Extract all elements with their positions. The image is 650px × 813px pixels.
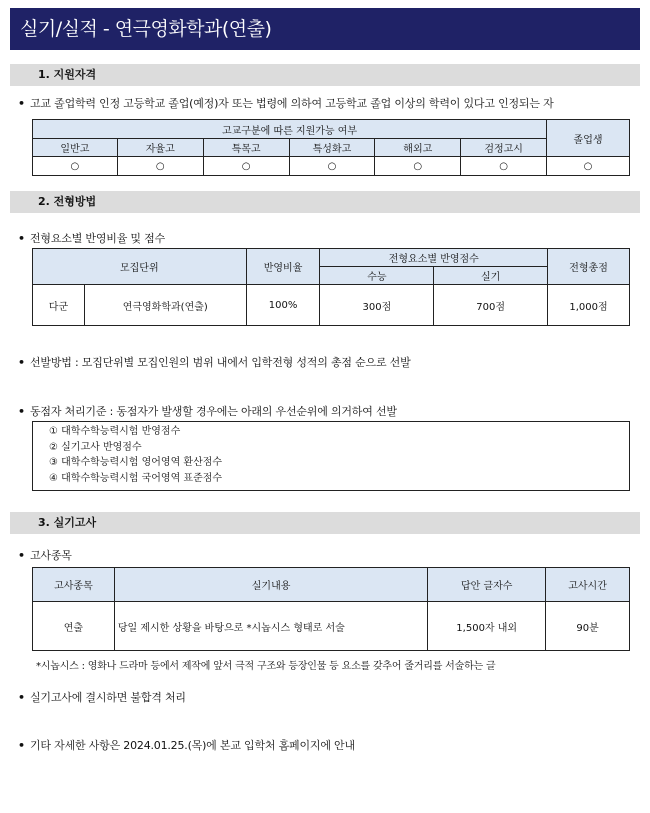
col-autonomous: 자율고 [117, 139, 203, 157]
col-vocational: 특성화고 [289, 139, 375, 157]
group-cell: 다군 [33, 285, 85, 326]
bullet: • [18, 691, 25, 704]
category-label [18, 547, 72, 563]
col-ged: 검정고시 [461, 139, 547, 157]
unit-header: 모집단위 [33, 249, 247, 285]
priority-list [32, 421, 630, 491]
eligible-mark: ○ [461, 157, 547, 176]
priority-item: ③ 대학수학능력시험 영어영역 환산점수 [49, 457, 223, 468]
selection-method [18, 354, 411, 370]
page-title: 실기/실적 - 연극영화학과(연출) [10, 8, 640, 50]
tie-break-rule [18, 403, 397, 419]
tie-break-text: 동점자 처리기준 : 동점자가 발생할 경우에는 아래의 우선순위에 의거하여 선발 [30, 405, 397, 418]
bullet: • [18, 549, 25, 562]
bullet: • [18, 356, 25, 369]
unit-cell: 연극영화학과(연출) [84, 285, 246, 326]
etc-notice-text: 기타 자세한 사항은 2024.01.25.(목)에 본교 입학처 홈페이지에 안내 [30, 739, 355, 752]
col-general: 일반고 [33, 139, 118, 157]
scoring-table [32, 248, 630, 326]
bullet: • [18, 405, 25, 418]
practical-header: 실기 [434, 267, 548, 285]
bullet: • [18, 739, 25, 752]
section-header-practical: 3. 실기고사 [10, 512, 640, 534]
eligible-mark: ○ [203, 157, 289, 176]
suneung-cell: 300점 [320, 285, 434, 326]
answer-length-cell: 1,500자 내외 [428, 602, 546, 651]
col-overseas: 해외고 [375, 139, 461, 157]
qualification-text [18, 95, 554, 111]
score-group-header: 전형요소별 반영점수 [320, 249, 548, 267]
eligible-mark: ○ [375, 157, 461, 176]
eligibility-group-header: 고교구분에 따른 지원가능 여부 [33, 120, 547, 139]
absence-rule-text: 실기고사에 결시하면 불합격 처리 [30, 691, 186, 704]
ratio-label [18, 230, 165, 246]
ratio-cell: 100% [246, 285, 320, 326]
eligibility-table [32, 119, 630, 176]
section-header-qualification: 1. 지원자격 [10, 64, 640, 86]
etc-notice [18, 737, 355, 753]
practical-exam-table [32, 567, 630, 651]
practical-cell: 700점 [434, 285, 548, 326]
category-label-text: 고사종목 [30, 549, 72, 562]
selection-method-text: 선발방법 : 모집단위별 모집인원의 범위 내에서 입학전형 성적의 총점 순으로 선발 [30, 356, 411, 369]
exam-content-cell: 당일 제시한 상황을 바탕으로 *시놉시스 형태로 서술 [114, 602, 427, 651]
exam-time-cell: 90분 [546, 602, 630, 651]
exam-content-header: 실기내용 [114, 568, 427, 602]
col-special-purpose: 특목고 [203, 139, 289, 157]
qualification-text-content: 고교 졸업학력 인정 고등학교 졸업(예정)자 또는 법령에 의하여 고등학교 졸업 이상의 학력이 있다고 인정되는 자 [30, 97, 554, 110]
suneung-header: 수능 [320, 267, 434, 285]
priority-item: ① 대학수학능력시험 반영점수 [49, 426, 181, 437]
bullet: • [18, 232, 25, 245]
total-cell: 1,000점 [548, 285, 630, 326]
ratio-label-text: 전형요소별 반영비율 및 점수 [30, 232, 166, 245]
eligible-mark: ○ [117, 157, 203, 176]
total-header: 전형총점 [548, 249, 630, 285]
ratio-header: 반영비율 [246, 249, 320, 285]
priority-item: ② 실기고사 반영점수 [49, 441, 142, 453]
exam-time-header: 고사시간 [546, 568, 630, 602]
eligible-mark: ○ [33, 157, 118, 176]
section-header-method: 2. 전형방법 [10, 191, 640, 213]
graduate-header: 졸업생 [547, 120, 630, 157]
answer-length-header: 답안 글자수 [428, 568, 546, 602]
exam-category-header: 고사종목 [33, 568, 115, 602]
bullet: • [18, 97, 25, 110]
eligible-mark: ○ [289, 157, 375, 176]
synopsis-note: *시놉시스 : 영화나 드라마 등에서 제작에 앞서 극적 구조와 등장인물 등 요소를 갖추어 줄거리를 서술하는 글 [36, 661, 496, 672]
priority-item: ④ 대학수학능력시험 국어영역 표준점수 [49, 472, 223, 484]
eligible-mark: ○ [547, 157, 630, 176]
exam-category-cell: 연출 [33, 602, 115, 651]
absence-rule [18, 689, 186, 705]
